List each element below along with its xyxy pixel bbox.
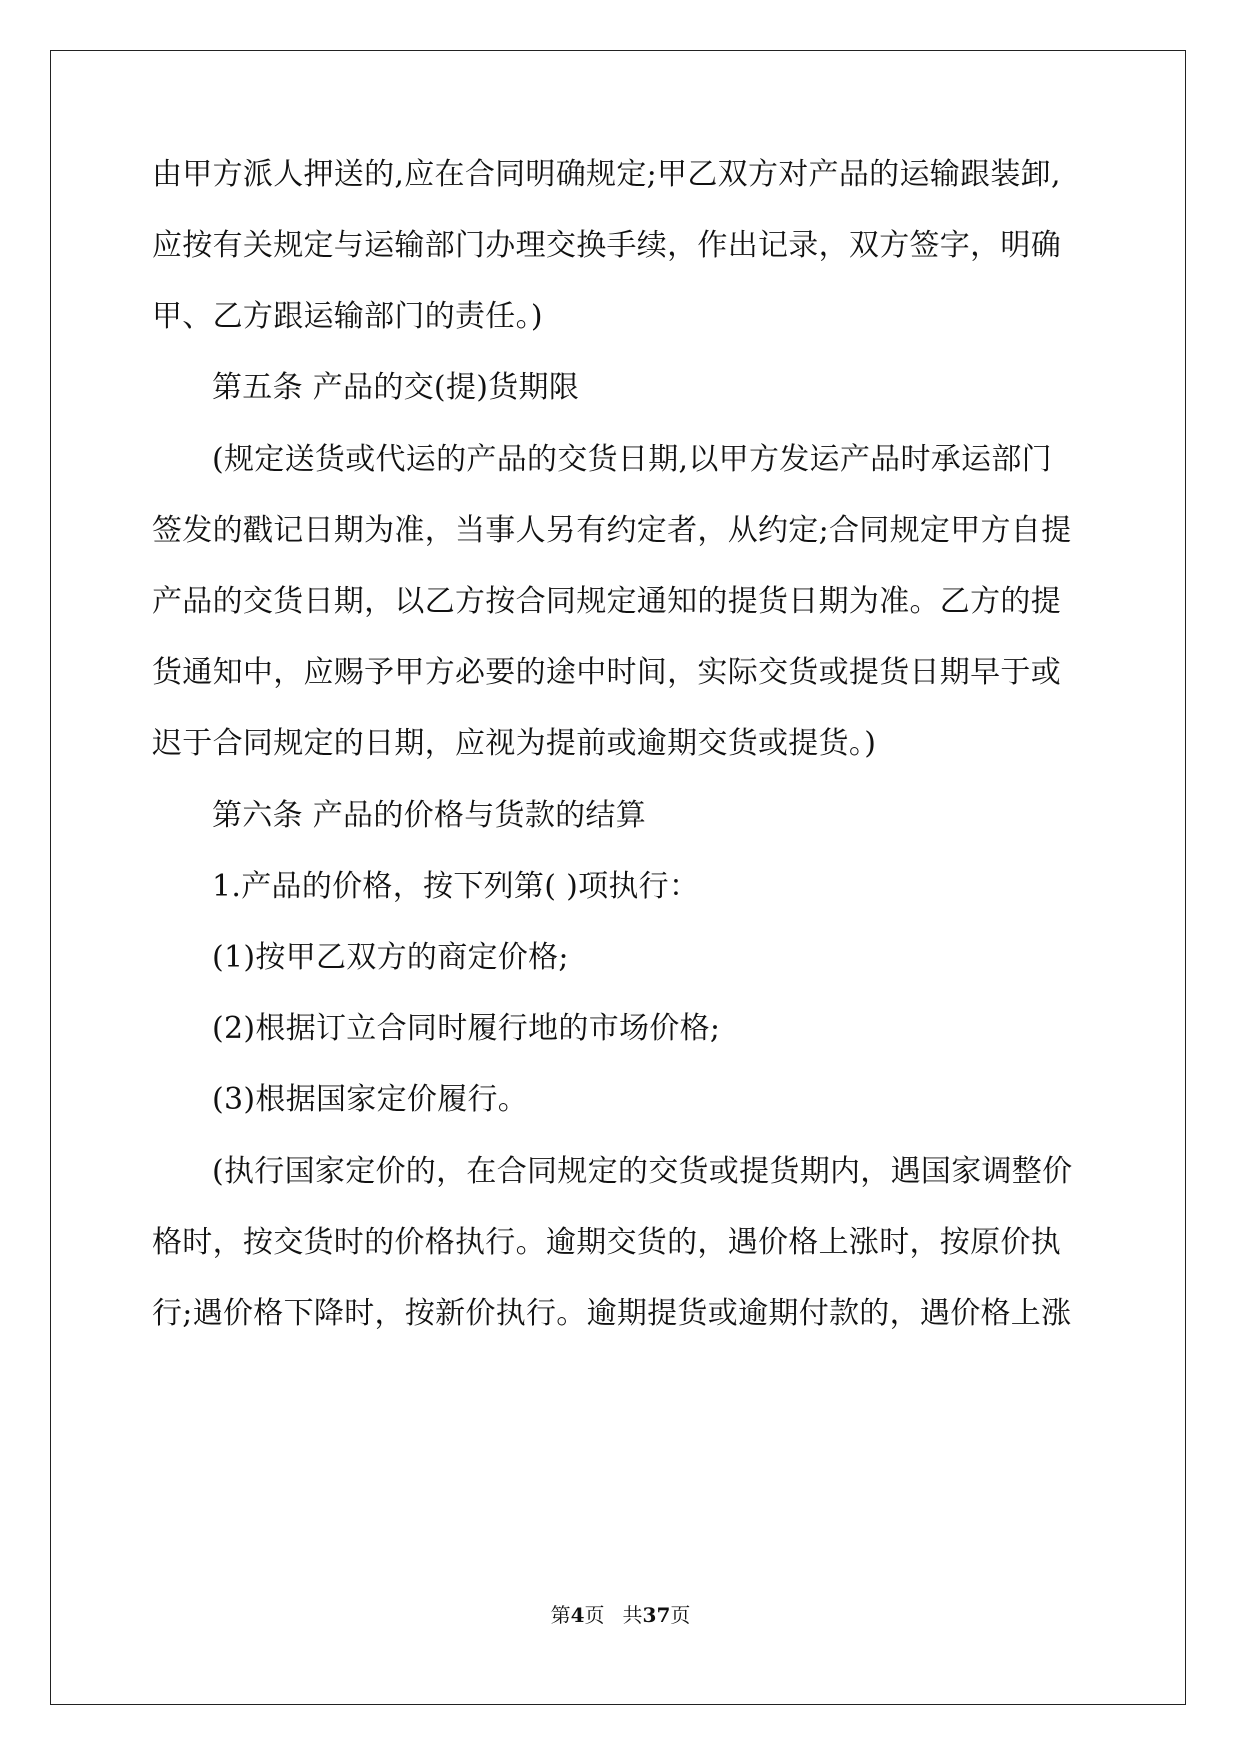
body-text-line: (2)根据订立合同时履行地的市场价格; [212,1011,721,1046]
total-suffix: 页 [670,1603,691,1627]
article-heading: 第五条 产品的交(提)货期限 [212,370,580,405]
body-text-line: 1.产品的价格，按下列第( )项执行： [212,869,700,904]
body-text-line: 格时，按交货时的价格执行。逾期交货的，遇价格上涨时，按原价执 [152,1225,1061,1260]
body-text-line: 签发的戳记日期为准，当事人另有约定者，从约定;合同规定甲方自提 [152,513,1072,548]
body-text-line: 行;遇价格下降时，按新价执行。逾期提货或逾期付款的，遇价格上涨 [152,1296,1072,1331]
total-pages: 37 [642,1603,671,1627]
page-number: 4 [570,1603,585,1627]
page-footer [0,1603,1241,1627]
body-text-line: 产品的交货日期，以乙方按合同规定通知的提货日期为准。乙方的提 [152,584,1061,619]
total-prefix: 共 [622,1603,643,1627]
body-text-line: 由甲方派人押送的,应在合同明确规定;甲乙双方对产品的运输跟装卸, [152,157,1061,192]
body-text-line: 甲、乙方跟运输部门的责任。) [152,299,543,334]
body-text-line: (规定送货或代运的产品的交货日期,以甲方发运产品时承运部门 [212,442,1052,477]
page-prefix: 第 [550,1603,571,1627]
body-text-line: (执行国家定价的，在合同规定的交货或提货期内，遇国家调整价 [212,1154,1073,1189]
body-text-line: 应按有关规定与运输部门办理交换手续，作出记录，双方签字，明确 [152,228,1061,263]
body-text-line: (1)按甲乙双方的商定价格; [212,940,569,975]
body-text-line: 迟于合同规定的日期，应视为提前或逾期交货或提货。) [152,726,877,761]
page-suffix: 页 [584,1603,605,1627]
article-heading: 第六条 产品的价格与货款的结算 [212,798,647,833]
body-text-line: 货通知中，应赐予甲方必要的途中时间，实际交货或提货日期早于或 [152,655,1061,690]
body-text-line: (3)根据国家定价履行。 [212,1082,529,1117]
